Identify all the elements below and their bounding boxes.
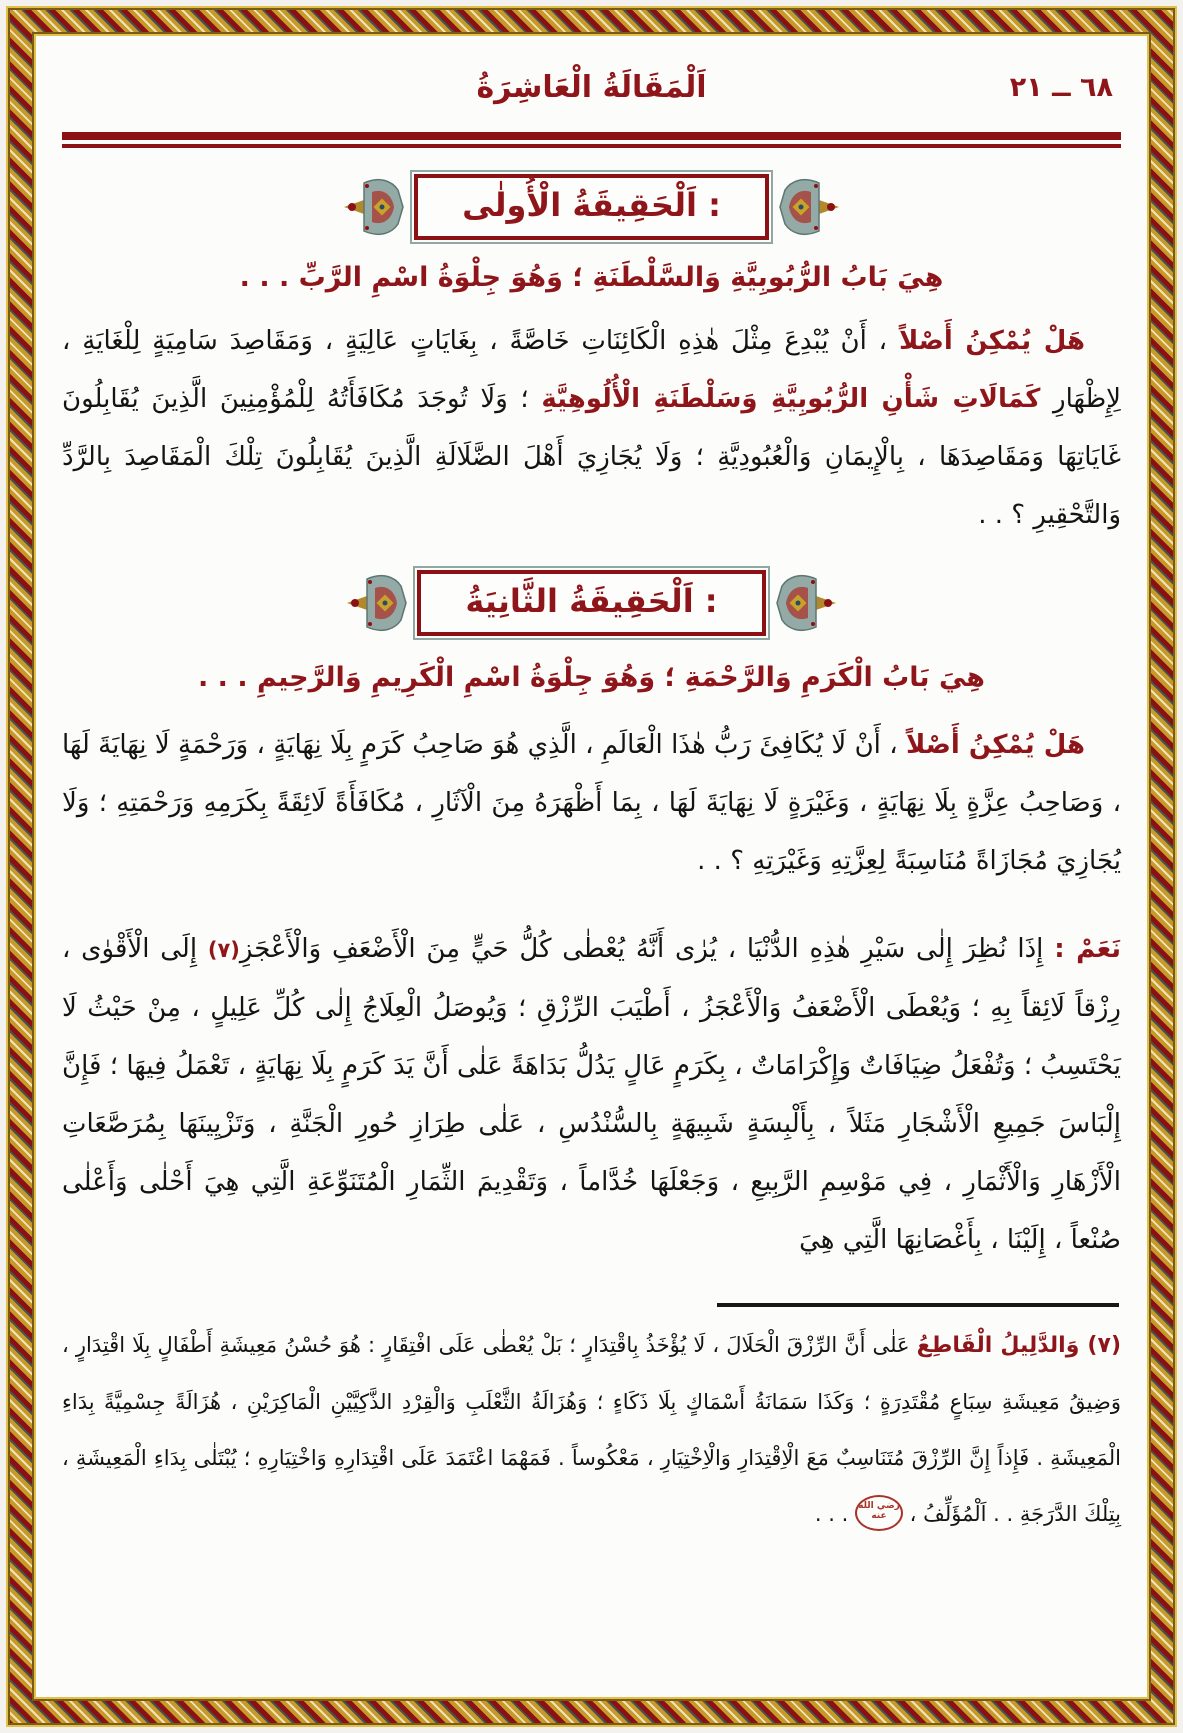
banner-finial-icon-left: [342, 174, 418, 240]
section-banner-first-truth: [62, 174, 1121, 240]
text-run: ؛ وَلَا تُوجَدَ مُكَافَأَتُهُ لِلْمُؤْمِنِينَ الَّذِينَ يُقَابِلُونَ غَايَاتِهَا وَمَقَاصِدَهَا ، بِالْإِيمَانِ وَالْعُبُودِيَّةِ ؛ وَلَا يُجَازِيَ أَهْلَ الضَّلَالَةِ الَّذِينَ يُقَابِلُونَ تِلْكَ الْمَقَاصِدَ بِالرَّدِّ وَالتَّحْقِيرِ ؟ . .: [62, 384, 1121, 530]
paragraph-first-truth: [62, 312, 1121, 544]
text-run: إِلَى الْأَقْوٰى ، رِزْقاً لَائِقاً بِهِ ؛ وَيُعْطَى الْأَضْعَفُ وَالْأَعْجَزُ ، أَطْيَبَ الرِّزْقِ ؛ وَيُوصَلُ الْعِلَاجُ إِلٰى كُلِّ عَلِيلٍ ، مِنْ حَيْثُ لَا يَحْتَسِبُ ؛ وَتُفْعَلُ ضِيَافَاتٌ وَإِكْرَامَاتٌ ، بِكَرَمٍ عَالٍ يَدُلُّ بَدَاهَةً عَلٰى أَنَّ يَدَ كَرَمٍ بِلَا نِهَايَةٍ ، تَعْمَلُ فِيهَا ؛ فَإِنَّ إِلْبَاسَ جَمِيعِ الْأَشْجَارِ مَثَلاً ، بِأَلْبِسَةٍ شَبِيهَةٍ بِالسُّنْدُسِ ، عَلٰى طِرَازِ حُورِ الْجَنَّةِ ، وَتَزْيِينَهَا بِمُرَصَّعَاتِ الْأَزْهَارِ وَالْأَثْمَارِ ، فِي مَوْسِمِ الرَّبِيعِ ، وَجَعْلَهَا خُدَّاماً ، وَتَقْدِيمَ الثِّمَارِ الْمُتَنَوِّعَةِ الَّتِي هِيَ أَحْلٰى وَأَعْلٰى صُنْعاً ، إِلَيْنَا ، بِأَغْصَانِهَا الَّتِي هِيَ: [62, 934, 1121, 1255]
footnote-separator: [717, 1303, 1119, 1307]
first-truth-subtitle: هِيَ بَابُ الرُّبُوبِيَّةِ وَالسَّلْطَنَةِ ؛ وَهُوَ جِلْوَةُ اسْمِ الرَّبِّ . . .: [239, 262, 944, 293]
page-numbers: ٦٨ ــ ٢١: [1009, 72, 1113, 103]
header-divider-thin-line: [62, 144, 1121, 148]
text-run-lead: هَلْ يُمْكِنُ أَصْلاً: [906, 730, 1086, 760]
footnote-reference-7: (٧): [207, 938, 240, 962]
paragraph-naam: [62, 920, 1121, 1269]
banner-finial-icon-right: [765, 174, 841, 240]
text-run: . . .: [814, 1502, 855, 1526]
author-seal-icon: رضي الله عنه: [855, 1495, 903, 1531]
text-run: إِذَا نُظِرَ إِلٰى سَيْرِ هٰذِهِ الدُّنْيَا ، يُرٰى أَنَّهُ يُعْطٰى كُلُّ حَيٍّ مِنَ الْأَضْعَفِ وَالْأَعْجَزِ: [239, 934, 1055, 964]
paragraph-second-truth: [62, 716, 1121, 890]
page-header: [62, 70, 1121, 122]
page-title: اَلْمَقَالَةُ الْعَاشِرَةُ: [476, 70, 707, 105]
text-run: عَلٰى أَنَّ الرِّزْقَ الْحَلَالَ ، لَا يُؤْخَذُ بِاقْتِدَارٍ ؛ بَلْ يُعْطٰى عَلَى افْتِقَارٍ : هُوَ حُسْنُ مَعِيشَةِ أَطْفَالٍ بِلَا اقْتِدَارٍ ، وَضِيقُ مَعِيشَةِ سِبَاعٍ مُقْتَدِرَةٍ ؛ وَكَذَا سَمَانَةُ أَسْمَاكٍ بِلَا ذَكَاءٍ ؛ وَهُزَالَةُ الثَّعْلَبِ وَالْقِرْدِ الذَّكِيَّيْنِ الْمَاكِرَيْنِ ، هُزَالَةً جِسْمِيَّةً بِدَاءِ الْمَعِيشَةِ . فَإِذاً إِنَّ الرِّزْقَ مُتَنَاسِبٌ مَعَ الْاِقْتِدَارِ وَالْاِخْتِيَارِ ، مَعْكُوساً . فَمَهْمَا اعْتَمَدَ عَلَى اقْتِدَارِهِ وَاخْتِيَارِهِ ؛ يُبْتَلٰى بِدَاءِ الْمَعِيشَةِ ، بِتِلْكَ الدَّرَجَةِ . . اَلْمُؤَلِّفُ ،: [62, 1333, 1121, 1526]
footnote-label: (٧) وَالدَّلِيلُ الْقَاطِعُ: [916, 1333, 1121, 1358]
header-divider-thick-line: [62, 132, 1121, 140]
footnote-7: [62, 1317, 1121, 1542]
text-run: ، أَنْ لَا يُكَافِئَ رَبُّ هٰذَا الْعَالَمِ ، الَّذِي هُوَ صَاحِبُ كَرَمٍ بِلَا نِهَايَةٍ ، وَرَحْمَةٍ لَا نِهَايَةَ لَهَا ، وَصَاحِبُ عِزَّةٍ بِلَا نِهَايَةٍ ، وَغَيْرَةٍ لَا نِهَايَةَ لَهَا ، بِمَا أَظْهَرَهُ مِنَ الْآثَارِ ، مُكَافَأَةً لَائِقَةً بِكَرَمِهِ وَرَحْمَتِهِ ؛ وَلَا يُجَازِيَ مُجَازَاةً مُنَاسِبَةً لِعِزَّتِهِ وَغَيْرَتِهِ ؟ . .: [62, 730, 1121, 876]
first-truth-heading: اَلْحَقِيقَةُ الْأُولٰى :: [462, 186, 721, 224]
header-divider: [62, 132, 1121, 148]
text-run-lead: هَلْ يُمْكِنُ أَصْلاً: [898, 326, 1085, 356]
banner-frame: [414, 174, 769, 240]
text-run-lead: نَعَمْ :: [1054, 934, 1122, 964]
banner-finial-icon-right: [762, 570, 838, 636]
second-truth-subtitle: هِيَ بَابُ الْكَرَمِ وَالرَّحْمَةِ ؛ وَهُوَ جِلْوَةُ اسْمِ الْكَرِيمِ وَالرَّحِيمِ . . .: [198, 662, 985, 693]
text-run-emphasis: كَمَالَاتِ شَأْنِ الرُّبُوبِيَّةِ وَسَلْطَنَةِ الْأُلُوهِيَّةِ: [541, 384, 1041, 414]
page-content: [62, 70, 1121, 1563]
banner-frame: [417, 570, 765, 636]
second-truth-heading: اَلْحَقِيقَةُ الثَّانِيَةُ :: [465, 582, 718, 620]
section-banner-second-truth: [62, 570, 1121, 636]
banner-finial-icon-left: [345, 570, 421, 636]
text-run: ، أَنْ يُبْدِعَ مِثْلَ هٰذِهِ الْكَائِنَاتِ خَاصَّةً ، بِغَايَاتٍ عَالِيَةٍ ، وَمَقَاصِدَ سَامِيَةٍ لِلْغَايَةِ ، لِإِظْهَارِ: [62, 326, 1121, 414]
